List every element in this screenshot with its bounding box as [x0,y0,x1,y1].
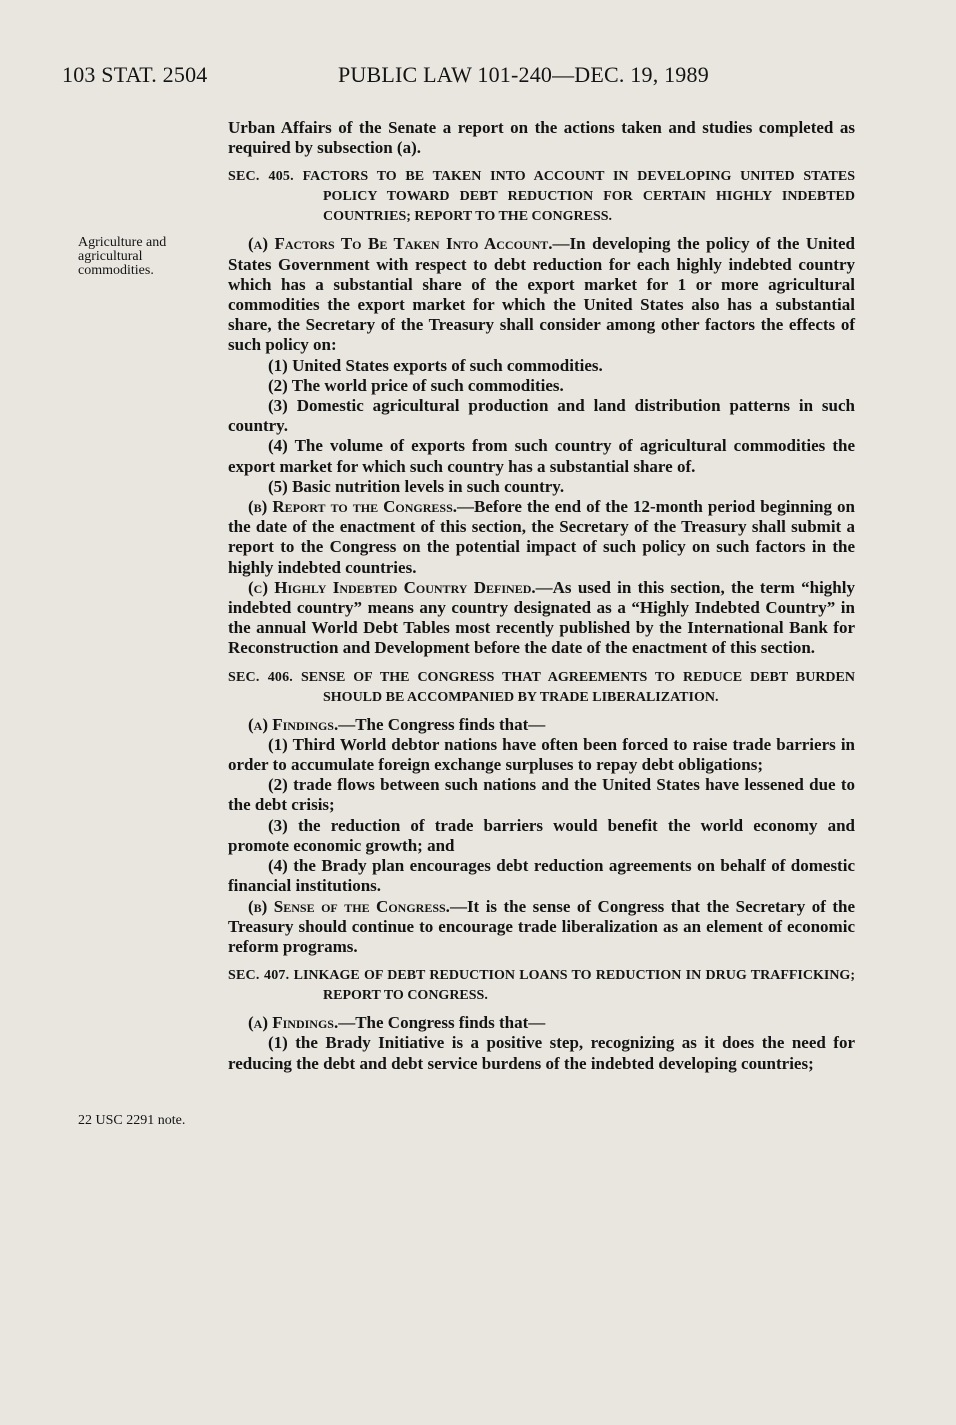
section-406-title: SENSE OF THE CONGRESS THAT AGREEMENTS TO REDUCE DEBT BURDEN SHOULD BE ACCOMPANIED BY TRADE LIBERALIZATION. [300,669,855,705]
section-405-b-text: —Before the end of the 12-month period beginning on the date of the enactment of this section, the Secretary of the Treasury shall submit a report to the Congress on the potential impact of such policy on such factors in the highly indebted countries. [228,497,855,577]
section-406-item-4: (4) the Brady plan encourages debt reduction agreements on behalf of domestic financial institutions. [228,856,855,896]
body-text [228,118,855,1074]
section-406-a [228,715,855,735]
section-405-a-label: (a) Factors To Be Taken Into Account. [248,234,553,254]
section-405-item-5: (5) Basic nutrition levels in such country. [268,476,565,496]
section-406-b [228,897,855,958]
section-406-b-label: (b) Sense of the Congress. [248,896,450,916]
margin-note-usc: 22 USC 2291 note. [78,1113,186,1128]
section-405-item-3: (3) Domestic agricultural production and land distribution patterns in such country. [228,396,855,436]
margin-note-agriculture: Agriculture and agricultural commodities. [78,235,167,278]
section-407-number: SEC. 407. [228,968,290,984]
section-407-item-1: (1) the Brady Initiative is a positive step, recognizing as it does the need for reducing the debt and debt service burdens of the indebted developing countries; [228,1033,855,1073]
section-405-item-4: (4) The volume of exports from such country of agricultural commodities the export market for which such country has a substantial share of. [228,436,855,476]
section-405-heading [228,167,855,227]
public-law-title: PUBLIC LAW 101-240—DEC. 19, 1989 [338,62,709,87]
section-406-b-text: —It is the sense of Congress that the Secretary of the Treasury should continue to encourage trade liberalization as an element of economic reform programs. [228,896,855,956]
section-405-a-text: —In developing the policy of the United States Government with respect to debt reduction for each highly indebted country which has a substantial share of the export market for 1 or more agricultural commodities the export market for which the United States also has a substantial share, the Secretary of the Treasury shall consider among other factors the effects of such policy on: [228,234,855,355]
section-406-a-label: (a) Findings. [248,714,339,734]
section-406-heading [228,668,855,708]
section-406-number: SEC. 406. [228,669,293,685]
stat-page-number: 103 STAT. 2504 [62,62,208,87]
section-406-item-1: (1) Third World debtor nations have often been forced to raise trade barriers in order to accumulate foreign exchange surpluses to repay debt obligations; [228,734,855,775]
section-405-item-1: (1) United States exports of such commodities. [268,355,603,375]
section-405-number: SEC. 405. [228,169,294,185]
section-405-item-2: (2) The world price of such commodities. [268,375,564,395]
section-405-c [228,578,855,659]
section-407-a-text: —The Congress finds that— [338,1013,546,1033]
section-405-c-text: —As used in this section, the term “highly indebted country” means any country designated as a “Highly Indebted Country” in the annual World Debt Tables most recently published by the International Bank for Reconstruction and Development before the date of the enactment of this section. [228,577,855,658]
running-header [62,62,916,92]
section-407-a [228,1013,855,1033]
section-405-b [228,497,855,578]
section-407-a-label: (a) Findings. [248,1013,339,1033]
section-407-heading [228,966,855,1006]
section-406-item-2: (2) trade flows between such nations and the United States have lessened due to the debt crisis; [228,775,855,815]
section-405-b-label: (b) Report to the Congress. [248,497,458,517]
intro-paragraph: Urban Affairs of the Senate a report on the actions taken and studies completed as required by subsection (a). [228,118,855,158]
section-407-title: LINKAGE OF DEBT REDUCTION LOANS TO REDUCTION IN DRUG TRAFFICKING; REPORT TO CONGRESS. [293,968,855,1004]
section-405-title: FACTORS TO BE TAKEN INTO ACCOUNT IN DEVELOPING UNITED STATES POLICY TOWARD DEBT REDUCTION FOR CERTAIN HIGHLY INDEBTED COUNTRIES; REPORT TO THE CONGRESS. [302,169,855,225]
section-405-a [228,234,855,355]
section-406-item-3: (3) the reduction of trade barriers would benefit the world economy and promote economic growth; and [228,815,855,855]
section-405-c-label: (c) Highly Indebted Country Defined. [248,577,536,597]
section-406-a-text: —The Congress finds that— [338,714,546,734]
